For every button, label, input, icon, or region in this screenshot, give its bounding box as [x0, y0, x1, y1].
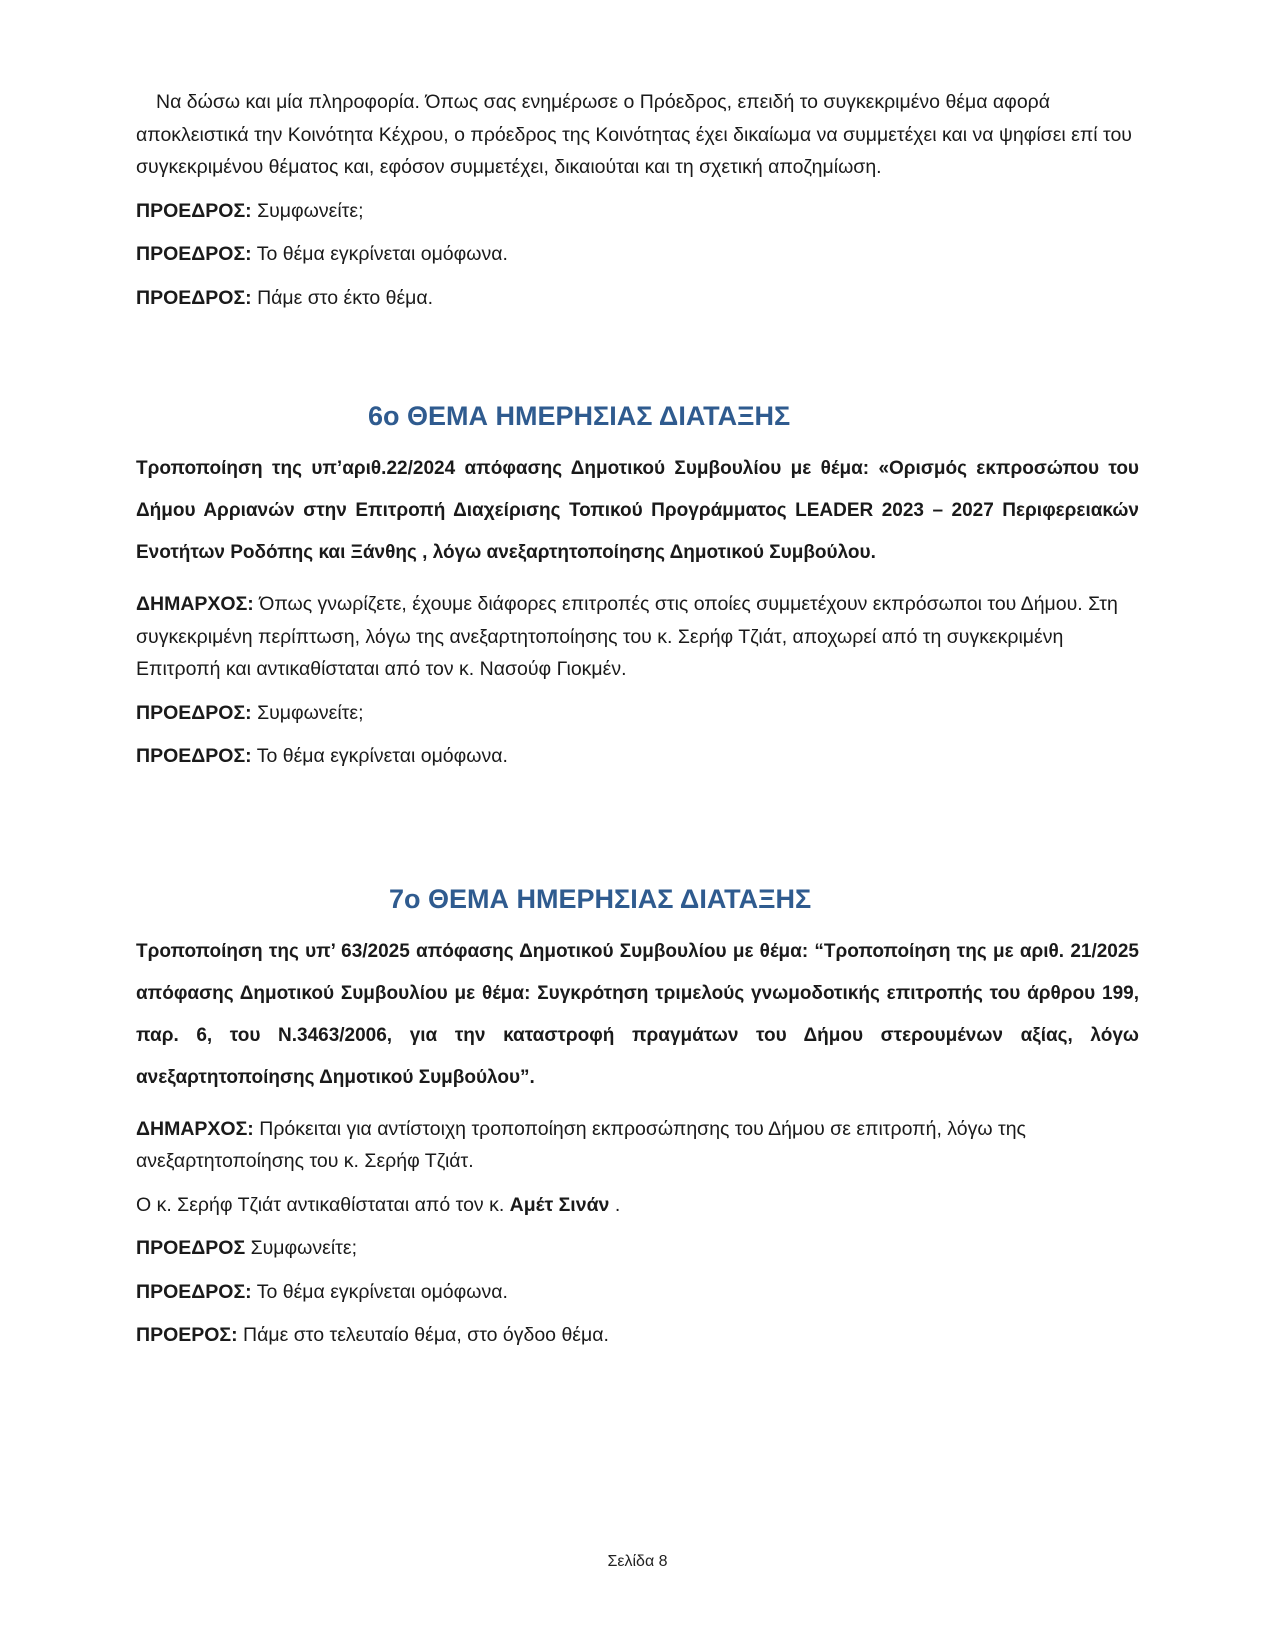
speech-line [136, 1113, 1139, 1178]
speech-line [136, 1232, 1139, 1265]
replacement-text: Ο κ. Σερήφ Τζιάτ αντικαθίσταται από τον κ. [136, 1193, 510, 1216]
speaker-label: ΠΡΟΕΔΡΟΣ: [136, 286, 252, 309]
speech-text: Το θέμα εγκρίνεται ομόφωνα. [251, 243, 508, 265]
speaker-label: ΠΡΟΕΔΡΟΣ: [136, 701, 252, 724]
speech-line [136, 588, 1139, 686]
topic-7-heading: 7ο ΘΕΜΑ ΗΜΕΡΗΣΙΑΣ ΔΙΑΤΑΞΗΣ [389, 883, 812, 914]
replacement-end: . [609, 1193, 621, 1216]
speaker-label: ΠΡΟΕΡΟΣ: [136, 1324, 238, 1346]
speech-line [136, 1319, 1139, 1352]
speech-text: Συμφωνείτε; [251, 701, 364, 724]
speech-line [136, 1276, 1139, 1309]
speech-line [136, 697, 1139, 730]
speech-line [136, 740, 1139, 773]
topic-7-intro: Τροποποίηση της υπ’ 63/2025 απόφασης Δημοτικού Συμβουλίου με θέμα: “Τροποποίηση της με αριθ. 21/2025 απόφασης Δημοτικού Συμβουλίου με θέμα: Συγκρότηση τριμελούς γνωμοδοτικής επιτροπής του άρθρου 199, παρ. 6, του Ν.3463/2006, για την καταστροφή πραγμάτων του Δήμου στερουμένων αξίας, λόγω ανεξαρτητοποίησης Δημοτικού Συμβούλου”. [136, 940, 1139, 1088]
topic-6-heading: 6ο ΘΕΜΑ ΗΜΕΡΗΣΙΑΣ ΔΙΑΤΑΞΗΣ [368, 401, 791, 431]
speech-line [136, 238, 1139, 271]
speaker-label: ΠΡΟΕΔΡΟΣ: [136, 199, 252, 222]
speaker-label: ΠΡΟΕΔΡΟΣ: [136, 1280, 252, 1303]
speaker-label: ΠΡΟΕΔΡΟΣ [136, 1237, 246, 1259]
speech-text: Όπως γνωρίζετε, έχουμε διάφορες επιτροπές στις οποίες συμμετέχουν εκπρόσωποι του Δήμου. Στη συγκεκριμένη περίπτωση, λόγω της ανεξαρτητοποίησης του κ. Σερήφ Τζιάτ, αποχωρεί από τη συγκεκριμένη Επιτροπή και αντικαθίσταται από τον κ. Νασούφ Γιοκμέν. [136, 593, 1118, 680]
speaker-label: ΔΗΜΑΡΧΟΣ: [136, 593, 254, 615]
replacement-name: Αμέτ Σινάν [509, 1193, 610, 1216]
speaker-label: ΔΗΜΑΡΧΟΣ: [136, 1117, 254, 1140]
speaker-label: ΠΡΟΕΔΡΟΣ: [136, 243, 252, 265]
speech-text: Συμφωνείτε; [245, 1237, 357, 1259]
speech-text: Το θέμα εγκρίνεται ομόφωνα. [251, 1280, 508, 1303]
speech-text: Πάμε στο έκτο θέμα. [251, 286, 434, 309]
speech-line [136, 282, 1139, 315]
page-number: Σελίδα 8 [607, 1553, 668, 1570]
document-page [136, 86, 1139, 1352]
speech-text: Το θέμα εγκρίνεται ομόφωνα. [251, 745, 508, 767]
topic-6-intro: Τροποποίηση της υπ’αριθ.22/2024 απόφασης Δημοτικού Συμβουλίου με θέμα: «Ορισμός εκπροσώπου του Δήμου Αρριανών στην Επιτροπή Διαχείρισης Τοπικού Προγράμματος LEADER 2023 – 2027 Περιφερειακών Ενοτήτων Ροδόπης και Ξάνθης , λόγω ανεξαρτητοποίησης Δημοτικού Συμβούλου. [136, 458, 1139, 563]
speaker-label: ΠΡΟΕΔΡΟΣ: [136, 745, 252, 767]
speech-text: Πρόκειται για αντίστοιχη τροποποίηση εκπροσώπησης του Δήμου σε επιτροπή, λόγω της ανεξαρτητοποίησης του κ. Σερήφ Τζιάτ. [136, 1117, 1026, 1172]
speech-text: Συμφωνείτε; [251, 199, 364, 222]
paragraph-info: Να δώσω και μία πληροφορία. Όπως σας ενημέρωσε ο Πρόεδρος, επειδή το συγκεκριμένο θέμα αφορά αποκλειστικά την Κοινότητα Κέχρου, ο πρόεδρος της Κοινότητας έχει δικαίωμα να συμμετέχει και να ψηφίσει επί του συγκεκριμένου θέματος και, εφόσον συμμετέχει, δικαιούται και τη σχετική αποζημίωση. [136, 91, 1132, 178]
speech-text: Πάμε στο τελευταίο θέμα, στο όγδοο θέμα. [237, 1324, 609, 1346]
replacement-line [136, 1189, 1139, 1222]
speech-line [136, 195, 1139, 228]
